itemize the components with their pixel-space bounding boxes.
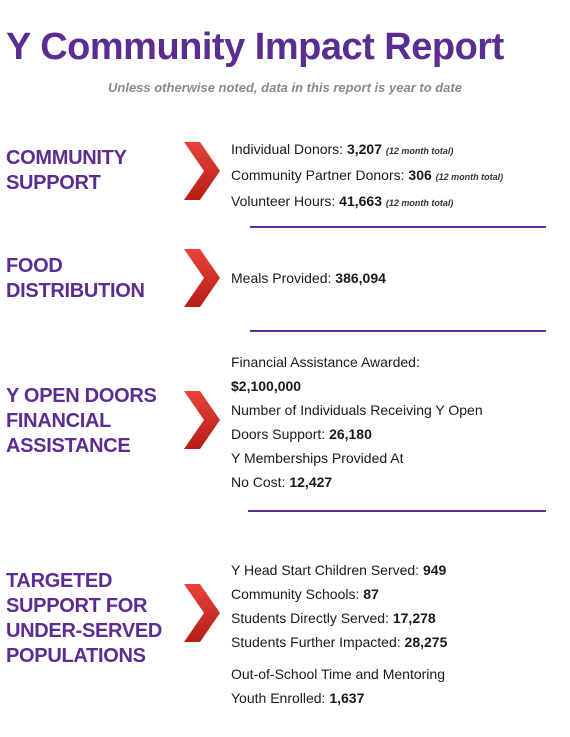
heading-line: UNDER-SERVED bbox=[6, 620, 163, 642]
stat-line: Out-of-School Time and Mentoring bbox=[231, 666, 445, 682]
stat-value: 3,207 bbox=[346, 141, 382, 157]
stat-value: 41,663 bbox=[339, 193, 382, 209]
stat-value: 28,275 bbox=[404, 634, 448, 650]
stat-value: 26,180 bbox=[329, 426, 372, 442]
section-heading bbox=[6, 384, 157, 459]
stat-line: Volunteer Hours: 41,663 (12 month total) bbox=[231, 193, 454, 209]
stats-list bbox=[231, 266, 386, 290]
section-heading bbox=[6, 146, 127, 196]
heading-line: COMMUNITY bbox=[6, 147, 127, 169]
stat-line: Students Directly Served: 17,278 bbox=[231, 610, 436, 626]
stat-line: Individual Donors: 3,207 (12 month total) bbox=[231, 141, 454, 157]
stat-line: Y Head Start Children Served: 949 bbox=[231, 562, 447, 578]
stats-list bbox=[231, 350, 483, 494]
heading-line: DISTRIBUTION bbox=[6, 280, 145, 302]
stat-line: Y Memberships Provided At bbox=[231, 450, 404, 466]
stat-line: Financial Assistance Awarded: bbox=[231, 354, 420, 370]
stat-line: Youth Enrolled: 1,637 bbox=[231, 690, 365, 706]
stat-value: 1,637 bbox=[329, 690, 365, 706]
report-subtitle: Unless otherwise noted, data in this report is year to date bbox=[108, 80, 462, 95]
heading-line: SUPPORT bbox=[6, 172, 101, 194]
heading-line: FINANCIAL bbox=[6, 410, 112, 432]
stat-line: Number of Individuals Receiving Y Open bbox=[231, 402, 483, 418]
stat-note: (12 month total) bbox=[385, 146, 454, 156]
report-title: Y Community Impact Report bbox=[6, 26, 504, 68]
chevron-right-icon bbox=[184, 584, 220, 642]
chevron-right-icon bbox=[184, 142, 220, 200]
stat-line: Students Further Impacted: 28,275 bbox=[231, 634, 448, 650]
stat-line bbox=[231, 374, 483, 398]
stats-list bbox=[231, 558, 447, 710]
stat-value: 306 bbox=[408, 167, 432, 183]
section-divider bbox=[250, 330, 546, 332]
heading-line: ASSISTANCE bbox=[6, 435, 131, 457]
stat-value: 949 bbox=[422, 562, 447, 578]
section-divider bbox=[248, 510, 546, 512]
stat-note: (12 month total) bbox=[435, 172, 504, 182]
heading-line: FOOD bbox=[6, 255, 63, 277]
stat-line: Community Schools: 87 bbox=[231, 586, 379, 602]
stat-line: Community Partner Donors: 306 (12 month total) bbox=[231, 167, 504, 183]
stat-line: Meals Provided: 386,094 bbox=[231, 270, 386, 286]
heading-line: SUPPORT FOR bbox=[6, 595, 148, 617]
chevron-right-icon bbox=[184, 391, 220, 449]
stat-note: (12 month total) bbox=[385, 198, 454, 208]
stat-value: 386,094 bbox=[335, 270, 386, 286]
section-heading bbox=[6, 569, 162, 669]
stat-value: $2,100,000 bbox=[231, 378, 302, 394]
section-heading bbox=[6, 254, 145, 304]
stat-value: 17,278 bbox=[392, 610, 436, 626]
heading-line: POPULATIONS bbox=[6, 645, 146, 667]
heading-line: Y OPEN DOORS bbox=[6, 385, 157, 407]
stat-value: 87 bbox=[363, 586, 379, 602]
stat-line: No Cost: 12,427 bbox=[231, 474, 333, 490]
stat-line: Doors Support: 26,180 bbox=[231, 426, 372, 442]
section-divider bbox=[250, 226, 546, 228]
heading-line: TARGETED bbox=[6, 570, 113, 592]
stats-list bbox=[231, 137, 503, 215]
chevron-right-icon bbox=[184, 249, 220, 307]
stat-value: 12,427 bbox=[289, 474, 333, 490]
